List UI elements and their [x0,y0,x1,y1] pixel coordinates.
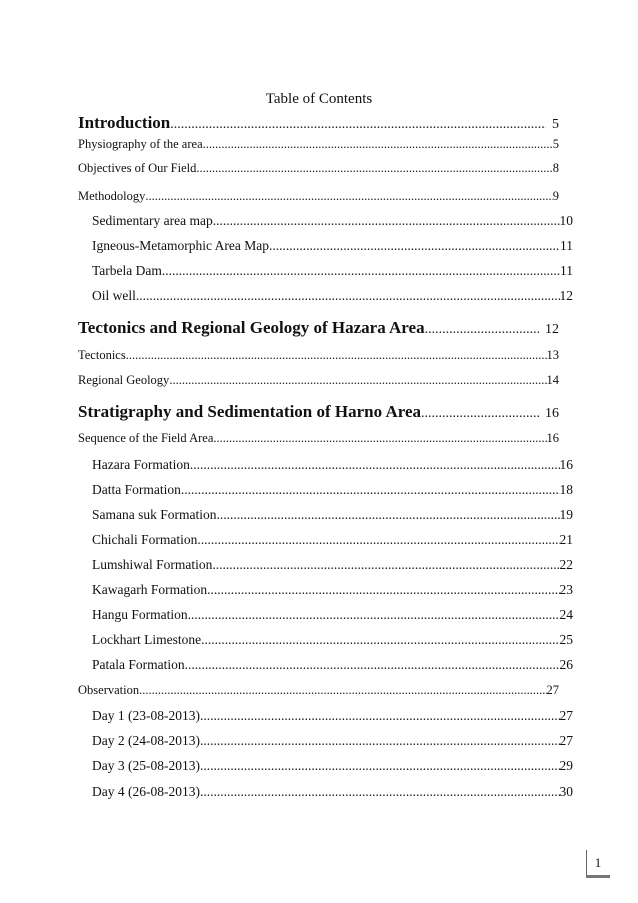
toc-entry-label: Samana suk Formation [92,507,217,522]
toc-entry-page: 27 [559,733,573,748]
toc-entry-label: Physiography of the area [78,137,203,151]
toc-entry-page: 19 [559,507,573,522]
toc-entry-page: 22 [559,557,573,572]
toc-entry[interactable] [78,189,559,204]
toc-entry-page: 16 [559,457,573,472]
toc-heading-entry[interactable] [78,402,559,422]
toc-entry-page: 27 [546,683,559,697]
dot-leader [190,457,560,473]
toc-heading-entry[interactable] [78,113,559,133]
dot-leader [139,683,546,698]
toc-entry-page: 14 [546,373,559,387]
toc-entry-page: 16 [545,406,559,421]
toc-entry-label: Oil well [92,288,136,303]
toc-heading-entry[interactable] [78,318,559,338]
toc-entry-label: Hazara Formation [92,457,190,472]
dot-leader [200,733,560,749]
toc-entry-label: Sequence of the Field Area [78,431,214,445]
toc-subentry[interactable] [78,507,573,523]
dot-leader [212,557,559,573]
toc-entry-label: Day 4 (26-08-2013) [92,784,200,799]
toc-entry-page: 12 [545,322,559,337]
toc-entry-label: Lockhart Limestone [92,632,202,647]
dot-leader [200,758,560,774]
toc-entry-page: 13 [546,348,559,362]
toc-entry-label: Introduction [78,113,171,132]
dot-leader [169,373,546,388]
toc-subentry[interactable] [78,708,573,724]
toc-entry-label: Regional Geology [78,373,170,387]
toc-entry-page: 5 [552,137,559,151]
dot-leader [207,582,559,598]
toc-subentry[interactable] [78,557,573,573]
toc-entry-page: 18 [559,482,573,497]
dot-leader [203,137,553,152]
toc-entry[interactable] [78,137,559,152]
dot-leader [425,322,539,338]
toc-subentry[interactable] [78,482,573,498]
toc-entry-label: Day 3 (25-08-2013) [92,758,200,773]
toc-entry-page: 30 [559,784,573,799]
toc-entry-page: 24 [559,607,573,622]
toc-entry[interactable] [78,161,559,176]
toc-entry-label: Day 2 (24-08-2013) [92,733,200,748]
toc-entry-label: Tectonics [78,348,126,362]
toc-entry-label: Methodology [78,189,146,203]
toc-entry[interactable] [78,431,559,446]
toc-entry-label: Tarbela Dam [92,263,162,278]
dot-leader [170,117,546,133]
toc-subentry[interactable] [78,784,573,800]
dot-leader [200,708,560,724]
toc-entry-label: Sedimentary area map [92,213,213,228]
dot-leader [145,189,552,204]
dot-leader [200,784,560,800]
toc-entry-page: 23 [559,582,573,597]
toc-entry-label: Chichali Formation [92,532,198,547]
toc-subentry[interactable] [78,758,573,774]
page-number-underline [586,875,610,878]
toc-subentry[interactable] [78,263,573,279]
dot-leader [181,482,560,498]
dot-leader [126,348,547,363]
dot-leader [217,507,560,523]
dot-leader [196,161,552,176]
toc-entry-label: Patala Formation [92,657,185,672]
dot-leader [213,431,546,446]
toc-subentry[interactable] [78,288,573,304]
toc-entry-page: 16 [546,431,559,445]
toc-entry-label: Hangu Formation [92,607,188,622]
toc-entry[interactable] [78,683,559,698]
toc-entry-label: Datta Formation [92,482,181,497]
toc-entry-label: Igneous-Metamorphic Area Map [92,238,269,253]
toc-entry-label: Tectonics and Regional Geology of Hazara Area [78,318,425,337]
toc-entry-page: 26 [559,657,573,672]
toc-entry-page: 5 [552,117,559,132]
toc-subentry[interactable] [78,532,573,548]
toc-entry[interactable] [78,373,559,388]
toc-entry-page: 12 [559,288,573,303]
dot-leader [421,406,539,422]
dot-leader [162,263,560,279]
toc-entry-page: 25 [559,632,573,647]
toc-entry-page: 11 [560,263,573,278]
toc-subentry[interactable] [78,457,573,473]
dot-leader [185,657,560,673]
page-number: 1 [594,855,602,870]
toc-entry-page: 21 [559,532,573,547]
toc-entry-label: Objectives of Our Field [78,161,197,175]
toc-subentry[interactable] [78,607,573,623]
toc-subentry[interactable] [78,632,573,648]
toc-title: Table of Contents [265,91,373,107]
toc-entry-label: Day 1 (23-08-2013) [92,708,200,723]
toc-entry-page: 8 [552,161,559,175]
toc-subentry[interactable] [78,213,573,229]
toc-entry-label: Kawagarh Formation [92,582,208,597]
dot-leader [188,607,560,623]
dot-leader [201,632,559,648]
toc-entry-page: 11 [560,238,573,253]
dot-leader [213,213,560,229]
toc-entry-label: Observation [78,683,140,697]
toc-entry-label: Lumshiwal Formation [92,557,213,572]
dot-leader [197,532,559,548]
dot-leader [269,238,560,254]
toc-entry-label: Stratigraphy and Sedimentation of Harno Area [78,402,422,421]
toc-entry[interactable] [78,348,559,363]
toc-entry-page: 29 [559,758,573,773]
dot-leader [136,288,560,304]
toc-subentry[interactable] [78,657,573,673]
toc-subentry[interactable] [78,238,573,254]
toc-entry-page: 27 [559,708,573,723]
toc-subentry[interactable] [78,582,573,598]
toc-entry-page: 10 [559,213,573,228]
toc-subentry[interactable] [78,733,573,749]
toc-entry-page: 9 [552,189,559,203]
